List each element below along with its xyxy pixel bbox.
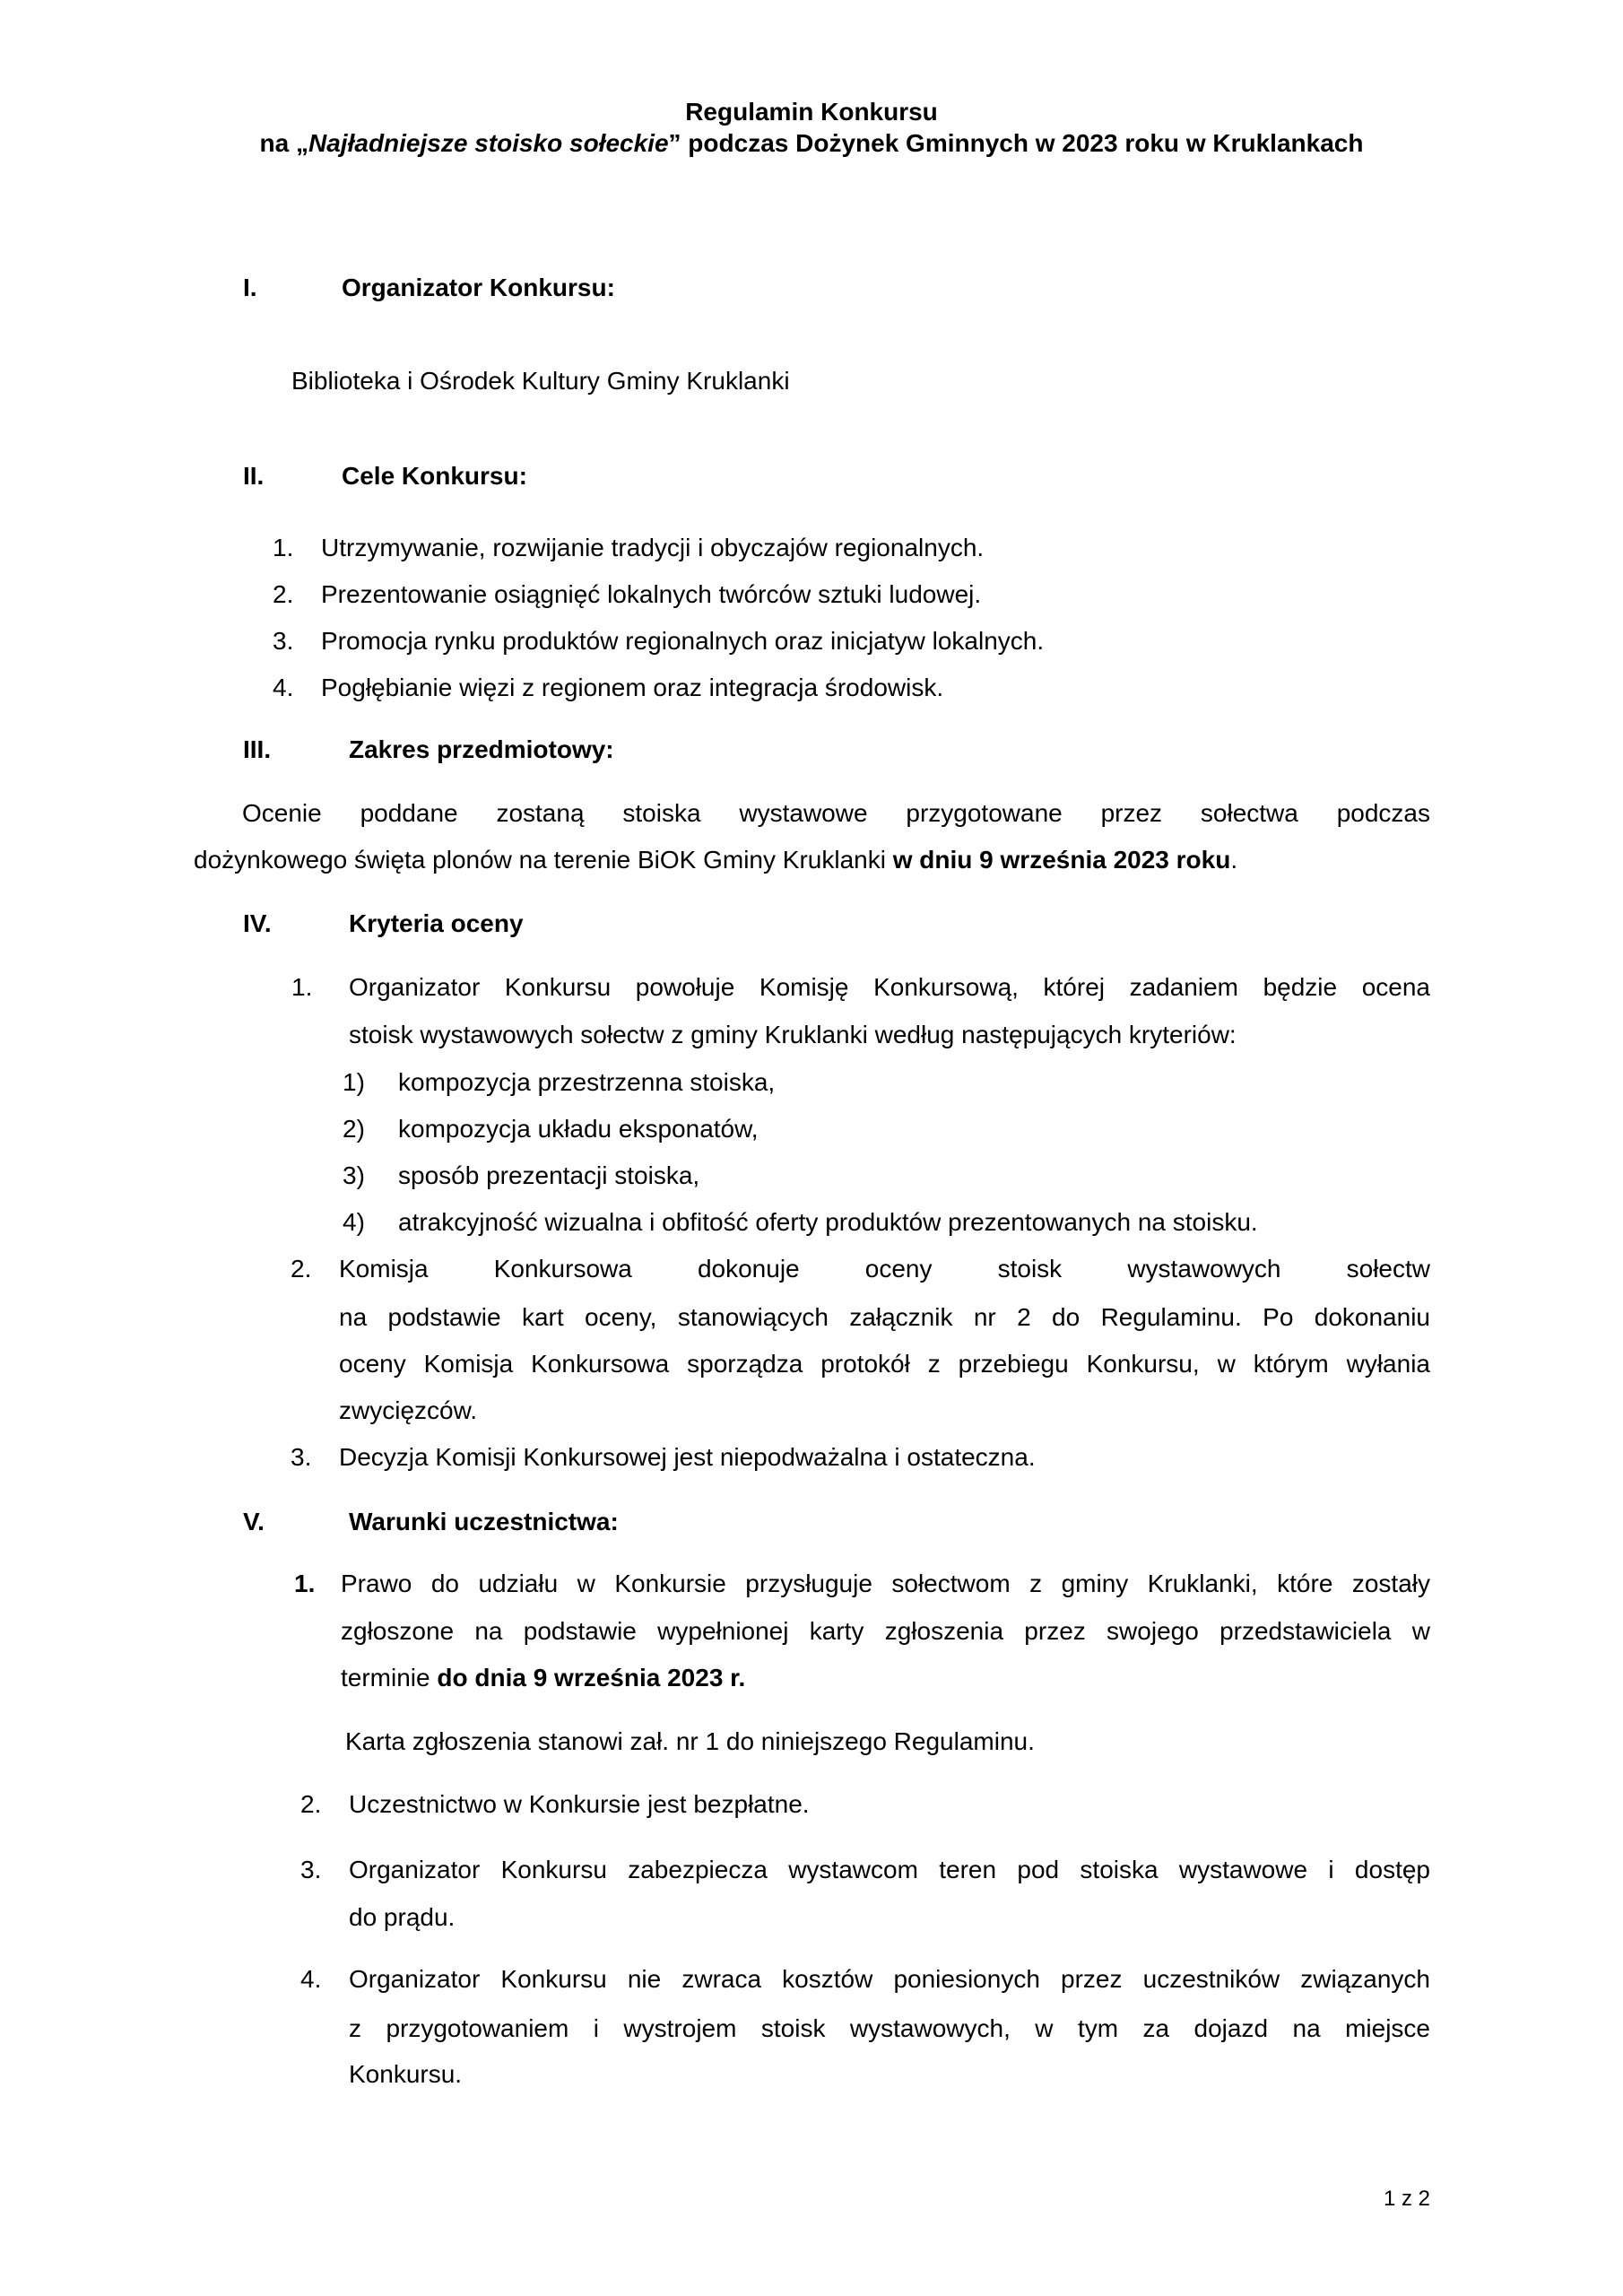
section-1-numeral: I. [243, 274, 257, 301]
scope-date: w dniu 9 września 2023 roku [892, 846, 1231, 874]
criterion-2-number: 2) [343, 1115, 365, 1143]
condition-2-text: Uczestnictwo w Konkursie jest bezpłatne. [349, 1790, 810, 1818]
goal-4-text: Pogłębianie więzi z regionem oraz integracja środowisk. [321, 674, 944, 701]
goal-4-number: 4. [273, 674, 294, 701]
scope-text: dożynkowego święta plonów na terenie BiOK Gminy Kruklanki [194, 846, 893, 874]
condition-3-line-1: Organizator Konkursu zabezpiecza wystawcom teren pod stoiska wystawowe i dostęp [349, 1856, 1430, 1883]
goal-3-number: 3. [273, 627, 294, 655]
criteria-1-number: 1. [291, 973, 313, 1001]
goal-2-text: Prezentowanie osiągnięć lokalnych twórców sztuki ludowej. [321, 580, 982, 608]
criterion-1-text: kompozycja przestrzenna stoiska, [398, 1068, 776, 1096]
condition-1-number: 1. [294, 1570, 316, 1597]
organizer-name: Biblioteka i Ośrodek Kultury Gminy Kruklanki [291, 367, 790, 395]
scope-period: . [1230, 846, 1238, 874]
goal-3-text: Promocja rynku produktów regionalnych oraz inicjatyw lokalnych. [321, 627, 1045, 655]
section-4-heading: Kryteria oceny [349, 909, 524, 937]
criteria-2-line-4: zwycięzców. [339, 1396, 478, 1424]
criterion-1-number: 1) [343, 1068, 365, 1096]
goal-1-number: 1. [273, 534, 294, 561]
section-3-heading: Zakres przedmiotowy: [349, 735, 614, 763]
criteria-1-line-1: Organizator Konkursu powołuje Komisję Konkursową, której zadaniem będzie ocena [349, 973, 1430, 1001]
page-number: 1 z 2 [1384, 2187, 1431, 2211]
goal-1-text: Utrzymywanie, rozwijanie tradycji i obyczajów regionalnych. [321, 534, 985, 561]
condition-1-deadline-date: do dnia 9 września 2023 r. [437, 1664, 746, 1692]
document-subtitle [0, 131, 1623, 156]
criteria-1-line-2: stoisk wystawowych sołectw z gminy Kruklanki według następujących kryteriów: [349, 1021, 1237, 1048]
condition-1-deadline-label: terminie [341, 1664, 438, 1692]
document-title: Regulamin Konkursu [685, 98, 938, 126]
scope-paragraph-line-2 [194, 848, 1237, 873]
criteria-2-line-1: Komisja Konkursowa dokonuje oceny stoisk wystawowych sołectw [339, 1255, 1430, 1283]
section-5-numeral: V. [243, 1508, 265, 1535]
condition-4-line-1: Organizator Konkursu nie zwraca kosztów poniesionych przez uczestników związanych [349, 1965, 1430, 1993]
criterion-2-text: kompozycja układu eksponatów, [398, 1115, 759, 1143]
criteria-2-line-2: na podstawie kart oceny, stanowiących załącznik nr 2 do Regulaminu. Po dokonaniu [339, 1303, 1430, 1331]
condition-1-line-2: zgłoszone na podstawie wypełnionej karty zgłoszenia przez swojego przedstawiciela w [341, 1617, 1430, 1645]
condition-1-line-1: Prawo do udziału w Konkursie przysługuje sołectwom z gminy Kruklanki, które zostały [341, 1570, 1430, 1597]
condition-4-line-2: z przygotowaniem i wystrojem stoisk wystawowych, w tym za dojazd na miejsce [349, 2014, 1430, 2042]
condition-3-number: 3. [300, 1856, 322, 1883]
criterion-3-number: 3) [343, 1161, 365, 1189]
subtitle-prefix: na „ [259, 129, 309, 157]
criteria-3-text: Decyzja Komisji Konkursowej jest niepodważalna i ostateczna. [339, 1443, 1036, 1471]
registration-form-note: Karta zgłoszenia stanowi zał. nr 1 do niniejszego Regulaminu. [345, 1727, 1035, 1755]
condition-4-line-3: Konkursu. [349, 2060, 463, 2088]
condition-3-line-2: do prądu. [349, 1903, 456, 1931]
scope-paragraph-line-1: Ocenie poddane zostaną stoiska wystawowe przygotowane przez sołectwa podczas [242, 799, 1430, 827]
condition-1-line-3 [341, 1665, 745, 1691]
section-4-numeral: IV. [243, 909, 272, 937]
section-1-heading: Organizator Konkursu: [342, 274, 615, 301]
criterion-4-text: atrakcyjność wizualna i obfitość oferty produktów prezentowanych na stoisku. [398, 1208, 1258, 1236]
subtitle-suffix: ” podczas Dożynek Gminnych w 2023 roku w Kruklankach [668, 129, 1364, 157]
criteria-2-number: 2. [291, 1255, 312, 1283]
section-5-heading: Warunki uczestnictwa: [349, 1508, 619, 1535]
criteria-2-line-3: oceny Komisja Konkursowa sporządza protokół z przebiegu Konkursu, w którym wyłania [339, 1350, 1430, 1378]
subtitle-contest-name: Najładniejsze stoisko sołeckie [308, 129, 669, 157]
section-2-numeral: II. [243, 462, 265, 490]
section-2-heading: Cele Konkursu: [342, 462, 527, 490]
section-3-numeral: III. [243, 735, 272, 763]
condition-4-number: 4. [300, 1965, 322, 1993]
goal-2-number: 2. [273, 580, 294, 608]
criterion-4-number: 4) [343, 1208, 365, 1236]
criteria-3-number: 3. [291, 1443, 312, 1471]
criterion-3-text: sposób prezentacji stoiska, [398, 1161, 700, 1189]
condition-2-number: 2. [300, 1790, 322, 1818]
